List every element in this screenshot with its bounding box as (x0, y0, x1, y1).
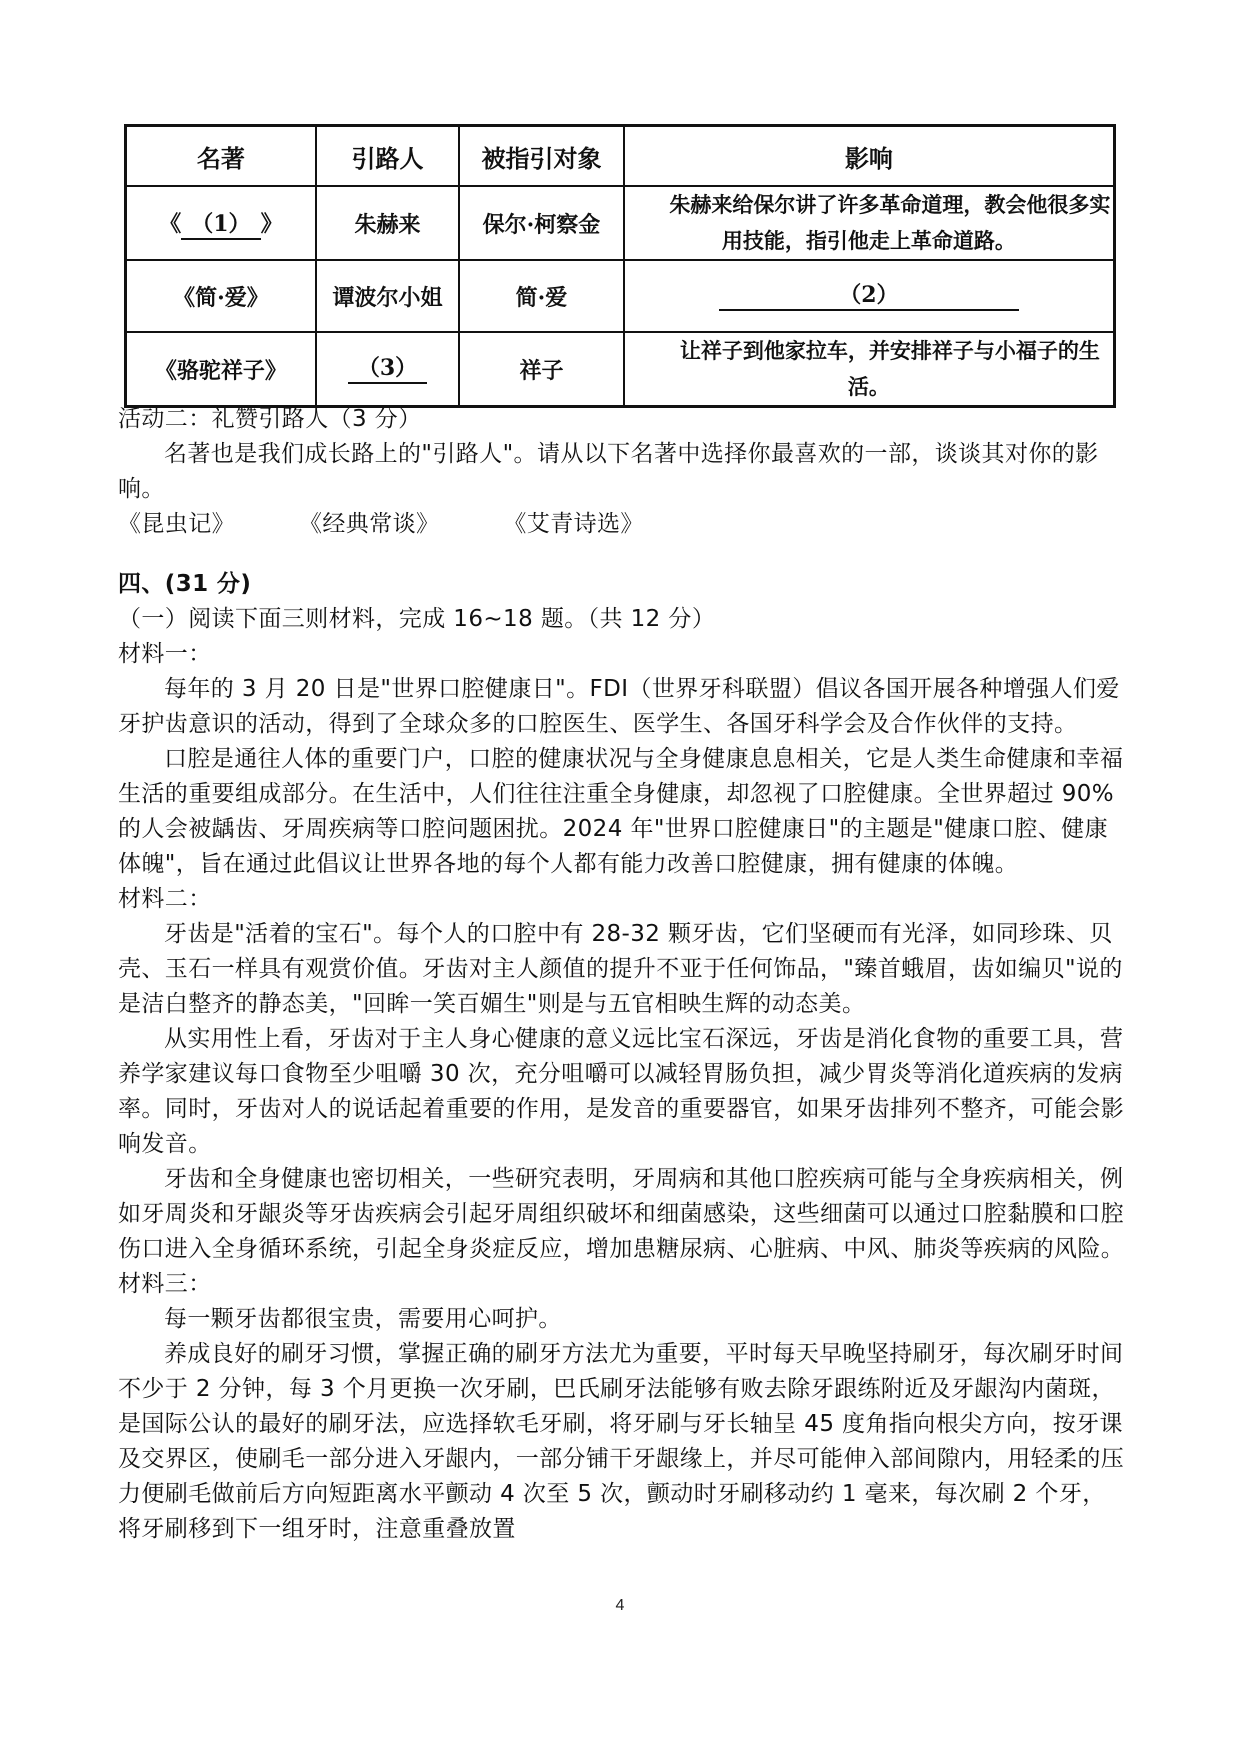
cell-guide: 朱赫来 (316, 186, 459, 260)
material-paragraph: 口腔是通往人体的重要门户，口腔的健康状况与全身健康息息相关，它是人类生命健康和幸福生活的重要组成部分。在生活中，人们往往注重全身健康，却忽视了口腔健康。全世界超过 90%的人会被龋齿、牙周疾病等口腔问题困扰。2024 年"世界口腔健康日"的主题是"健康口腔、健康体魄"，旨在通过此倡议让世界各地的每个人都有能力改善口腔健康，拥有健康的体魄。 (118, 746, 1124, 877)
answer-blank-3: （3） (348, 354, 427, 384)
material-paragraph: 每年的 3 月 20 日是"世界口腔健康日"。FDI（世界牙科联盟）倡议各国开展各种增强人们爱牙护齿意识的活动，得到了全球众多的口腔医生、医学生、各国牙科学会及合作伙伴的支持。 (118, 676, 1120, 737)
cell-work: 《简·爱》 (126, 260, 316, 332)
activity-two (118, 402, 1128, 542)
material-paragraph: 每一颗牙齿都很宝贵，需要用心呵护。 (164, 1306, 562, 1332)
cell-guided: 保尔·柯察金 (459, 186, 624, 260)
cell-guide: 谭波尔小姐 (316, 260, 459, 332)
answer-blank-1: （1） (181, 210, 260, 240)
header-effect: 影响 (624, 126, 1115, 187)
effect-text: 朱赫来给保尔讲了许多革命道理，教会他很多实用技能，指引他走上革命道路。 (669, 192, 1111, 253)
header-work: 名著 (126, 126, 316, 187)
cell-effect (624, 332, 1115, 407)
book-quote-open: 《 (159, 210, 182, 237)
cell-work: 《骆驼祥子》 (126, 332, 316, 407)
book-quote-close: 》 (260, 210, 283, 237)
cell-guide (316, 332, 459, 407)
table-row (126, 186, 1115, 260)
section-subheading: （一）阅读下面三则材料，完成 16~18 题。（共 12 分） (118, 606, 716, 632)
header-guided: 被指引对象 (459, 126, 624, 187)
book-option: 《艾青诗选》 (503, 511, 644, 537)
cell-effect (624, 186, 1115, 260)
material-paragraph: 养成良好的刷牙习惯，掌握正确的刷牙方法尤为重要，平时每天早晚坚持刷牙，每次刷牙时间不少于 2 分钟，每 3 个月更换一次牙刷，巴氏刷牙法能够有败去除牙跟练附近及牙龈沟内菌斑，是国际公认的最好的刷牙法，应选择软毛牙刷，将牙刷与牙长轴呈 45 度角指向根尖方向，按牙课及交界区，使刷毛一部分进入牙龈内，一部分铺干牙龈缘上，并尽可能伸入部间隙内，用轻柔的压力便刷毛做前后方向短距离水平颤动 4 次至 5 次，颤动时牙刷移动约 1 毫来，每次刷 2 个牙，将牙刷移到下一组牙时，注意重叠放置 (118, 1341, 1125, 1542)
book-options (118, 507, 1128, 542)
material-label: 材料三： (118, 1271, 212, 1297)
cell-guided: 简·爱 (459, 260, 624, 332)
book-option: 《昆虫记》 (118, 511, 235, 537)
material-paragraph: 牙齿是"活着的宝石"。每个人的口腔中有 28-32 颗牙齿，它们坚硬而有光泽，如同珍珠、贝壳、玉石一样具有观赏价值。牙齿对主人颜值的提升不亚于任何饰品，"臻首蛾眉，齿如编贝"说的是洁白整齐的静态美，"回眸一笑百媚生"则是与五官相映生辉的动态美。 (118, 921, 1123, 1017)
section-heading: 四、(31 分) (118, 571, 252, 597)
answer-blank-2: （2） (719, 281, 1019, 311)
page-number: 4 (615, 1597, 625, 1614)
material-paragraph: 从实用性上看，牙齿对于主人身心健康的意义远比宝石深远，牙齿是消化食物的重要工具，营养学家建议每口食物至少咀嚼 30 次，充分咀嚼可以减轻胃肠负担，减少胃炎等消化道疾病的发病率。同时，牙齿对人的说话起着重要的作用，是发音的重要器官，如果牙齿排列不整齐，可能会影响发音。 (118, 1026, 1125, 1157)
cell-guided: 祥子 (459, 332, 624, 407)
cell-work (126, 186, 316, 260)
header-guide: 引路人 (316, 126, 459, 187)
literature-guide-table-wrap (124, 124, 1116, 408)
cell-effect (624, 260, 1115, 332)
table-row (126, 332, 1115, 407)
material-label: 材料二： (118, 886, 212, 912)
activity-two-title: 活动二：礼赞引路人（3 分） (118, 406, 422, 432)
section-four (118, 567, 1128, 1547)
literature-guide-table (124, 124, 1116, 408)
table-header-row (126, 126, 1115, 187)
effect-text: 让祥子到他家拉车，并安排祥子与小福子的生活。 (679, 338, 1100, 399)
material-paragraph: 牙齿和全身健康也密切相关，一些研究表明，牙周病和其他口腔疾病可能与全身疾病相关，例如牙周炎和牙龈炎等牙齿疾病会引起牙周组织破坏和细菌感染，这些细菌可以通过口腔黏膜和口腔伤口进入全身循环系统，引起全身炎症反应，增加患糖尿病、心脏病、中风、肺炎等疾病的风险。 (118, 1166, 1125, 1262)
table-row (126, 260, 1115, 332)
activity-two-prompt: 名著也是我们成长路上的"引路人"。请从以下名著中选择你最喜欢的一部，谈谈其对你的影响。 (118, 441, 1099, 502)
book-option: 《经典常谈》 (299, 511, 440, 537)
material-label: 材料一： (118, 641, 212, 667)
